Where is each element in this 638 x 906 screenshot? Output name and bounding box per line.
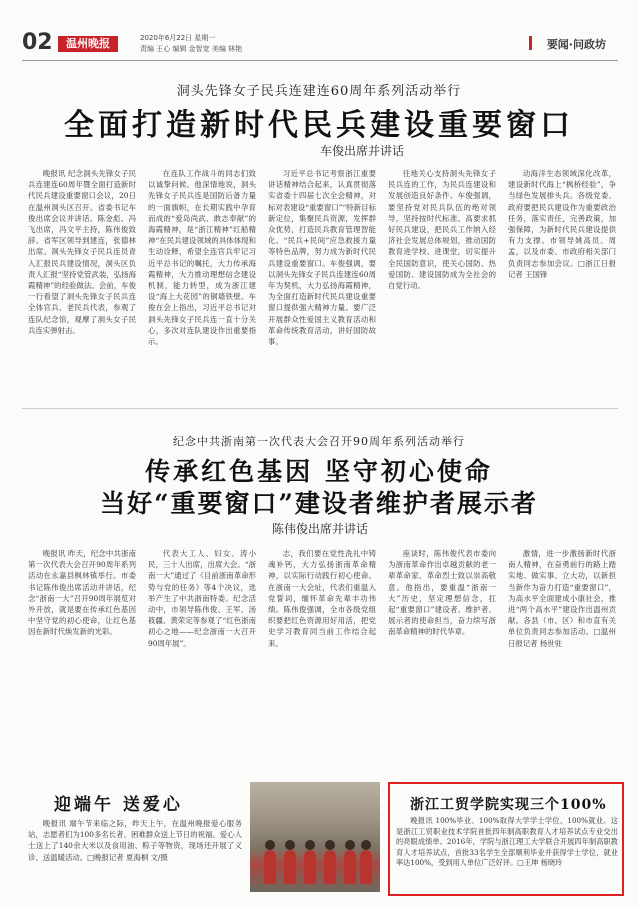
masthead bbox=[22, 30, 618, 58]
article1-body bbox=[28, 168, 616, 398]
photo-figure bbox=[304, 850, 316, 884]
section-divider bbox=[22, 408, 618, 409]
article3-body bbox=[28, 818, 242, 890]
photo-figure-head bbox=[285, 840, 295, 850]
article4-headline: 浙江工贸学院实现三个100% bbox=[410, 797, 607, 813]
article2-column: 座谈时，陈伟俊代表市委向为浙南革命作出卓越贡献的老一辈革命家、革命烈士致以崇高敬意。他指出，要重温“浙南一大”历史，坚定理想信念，扛起“重要窗口”建设者、维护者、展示者的使命担当，奋力续写浙南革命精神的时代华章。 bbox=[388, 549, 496, 637]
article1-column: 动海洋生态领域深化改革，建设新时代海上“枫桥经验”，争当绿色发展排头兵。各级党委、政府要把民兵建设作为重要政治任务，落实责任，完善政策，加强保障，为新时代民兵建设提供有力支撑。市领导姚高员、周孟，以及市委、市政府相关部门负责同志参加会议。□浙江日报记者 王国锋 bbox=[508, 169, 616, 279]
article1-headline: 全面打造新时代民兵建设重要窗口 bbox=[64, 108, 574, 143]
photo-figure-head bbox=[265, 840, 275, 850]
article2-subhead: 陈伟俊出席并讲话 bbox=[272, 522, 369, 536]
masthead-rule bbox=[22, 60, 618, 61]
article2-body bbox=[28, 548, 616, 770]
photo-figure bbox=[264, 850, 276, 884]
article1-column: 习近平总书记考察浙江重要讲话精神结合起来，认真贯彻落实省委十四届七次全会精神，对标对表建设“重要窗口”“特新目标新定位，集聚民兵资源，发挥群众优势，打造民兵教育管理智能化、“民兵+民间”应急救援力量等特色品牌，努力成为新时代民兵建设重要窗口。车俊强调，要以洞头先锋女子民兵连建连60周年为契机，大力弘扬海霞精神，为全面打造新时代民兵建设重要窗口提供强大精神力量。要广泛开展群众性爱国主义教育活动和革命传统教育活动，讲好国防故事。 bbox=[268, 169, 376, 347]
photo-figure-head bbox=[305, 840, 315, 850]
section-marker bbox=[529, 36, 532, 50]
issue-date: 2020年6月22日 星期一 bbox=[140, 34, 216, 42]
article2-column: 激情，进一步激扬新时代浙南人精神，在奋勇前行的路上踏实地、做实事、立大功，以新担当新作为奋力打造“重要窗口”，为高水平全面建成小康社会，推进“两个高水平”建设作出温州贡献。各县（市、区）和市直有关单位负责同志参加活动。□温州日报记者 杨世驻 bbox=[508, 549, 616, 648]
volunteers-photo bbox=[250, 782, 380, 892]
article2-column: 志，我们要在党性洗礼中铸魂补钙，大力弘扬浙南革命精神，以实际行动践行初心使命。在浙南一大会址，代表们重温入党誓词，缅怀革命先辈丰功伟绩。陈伟俊强调，全市各级党组织要把红色资源用好用活，把党史学习教育同当前工作结合起来。 bbox=[268, 549, 376, 648]
section-name: 要闻·问政坊 bbox=[546, 38, 606, 51]
article1-column: 晚报讯 纪念洞头先锋女子民兵连建连60周年暨全面打造新时代民兵建设重要窗口会议，20日在温州洞头区召开。省委书记车俊出席会议并讲话。陈金彪、冯飞出席，冯文平主持，陈伟俊致辞。省军区领导到建连，张德林出席。洞头先锋女子民兵连员青入汇报民兵建设情况，洞头区负责人汇报“坚持党管武装，弘扬海霞精神”的经验做法。会前，车俊一行看望了洞头先锋女子民兵连全体官兵、老民兵代表，参观了连队纪念馆，观摩了洞头女子民兵连实弹射击。 bbox=[28, 169, 136, 335]
article3-headline: 迎端午 送爱心 bbox=[54, 795, 183, 815]
article2-column: 代表大工人、妇女、涛小民，三十人出席，出席大会。“浙南一大”通过了《目前浙南革命形势与党的任务》等4个决议，选举产生了中共浙南特委。纪念活动中，市领导陈伟俊、王军、汤筱疆、黄荣定等参观了“红色浙南 初心之地——纪念浙南一大召开90周年展”。 bbox=[148, 549, 256, 648]
article2-column: 晚报讯 昨天，纪念中共浙南第一次代表大会召开90周年系列活动在永嘉县枫林镇举行。市委书记陈伟俊出席活动并讲话，纪念“浙南一大”召开90周年展览对外开放，就是要在传承红色基因中坚守党的初心使命，让红色基因在新时代焕发新的光彩。 bbox=[28, 549, 136, 637]
paper-logo: 温州晚报 bbox=[58, 36, 118, 52]
article1-column: 在连队工作战斗的同志们致以诚挚问候。他深情地说，洞头先锋女子民兵连是国防后备力量的一面旗帜，在长期实践中孕育而成的“爱岛尚武、敢志奉献”的海霞精神，是“浙江精神”红船精神“在民兵建设领域的具体体现和生动诠释，希望全连官兵牢记习近平总书记的嘱托，大力传承海霞精神，大力推动理想信念建设机制，能力转型，成为浙江建设“海上大花园”的铜墙铁壁。车俊在会上指出，习近平总书记对洞头先锋女子民兵连一直十分关心，多次对连队建设作出重要指示。 bbox=[148, 169, 256, 347]
photo-figure bbox=[324, 850, 336, 884]
article3-column: 晚报讯 端午节来临之际，昨天上午，在温州晚报爱心服务站，志愿者们为100多名长者、困难群众送上节日的祝福。爱心人士送上了140余大米以及食用油、粽子等物资，现场还开展了义诊、送温暖活动。□晚报记者 夏海桐 文/摄 bbox=[28, 819, 242, 862]
article1-kicker: 洞头先锋女子民兵连建连60周年系列活动举行 bbox=[176, 84, 462, 99]
photo-figure bbox=[360, 850, 372, 884]
photo-figure-head bbox=[345, 840, 355, 850]
photo-figure bbox=[284, 850, 296, 884]
photo-figure-head bbox=[361, 840, 371, 850]
article4-body bbox=[396, 816, 618, 894]
article1-column: 往地关心支持洞头先锋女子民兵连的工作，为民兵连建设和发展创造良好条件。车俊强调，要坚持党对民兵队伍的绝对领导，坚持按时代标准、高要求抓好民兵建设，把民兵工作纳入经济社会发展总体规划，推动国防教育进学校、进课堂，切实提升全民国防意识，使关心国防、热爱国防、建设国防成为全社会的自觉行动。 bbox=[388, 169, 496, 291]
article4-column: 晚报讯 100%毕业、100%取得大学学士学位、100%就业。这是浙江工贸职业技术学院首批四年制高职教育人才培养试点专业交出的亮眼成绩单。2016年，学院与浙江理工大学联合开展四年制高职教育人才培养试点，首批33名学生全部顺利毕业并获得学士学位，就业率达100%，受到用人单位广泛好评。□王坤 杨晓玲 bbox=[396, 816, 618, 868]
article2-kicker: 纪念中共浙南第一次代表大会召开90周年系列活动举行 bbox=[173, 435, 465, 448]
article1-subhead: 车俊出席并讲话 bbox=[320, 144, 405, 158]
photo-figure-head bbox=[325, 840, 335, 850]
article2-headline-line2: 当好“重要窗口”建设者维护者展示者 bbox=[100, 489, 538, 518]
article2-headline-line1: 传承红色基因 坚守初心使命 bbox=[145, 457, 493, 486]
staff-credits: 责编 王心 编辑 金智宽 美编 林艳 bbox=[140, 45, 243, 53]
highlighted-article-box bbox=[388, 782, 624, 896]
photo-figure bbox=[344, 850, 356, 884]
page-number: 02 bbox=[22, 30, 53, 55]
